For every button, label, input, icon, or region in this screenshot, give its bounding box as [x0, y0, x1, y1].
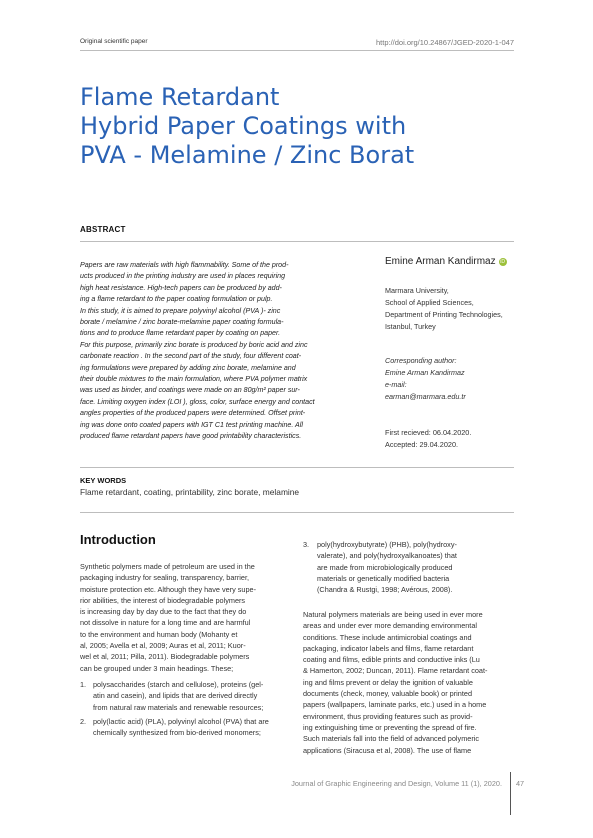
corresponding-author	[385, 355, 466, 403]
footer-divider	[510, 772, 511, 815]
affiliation-line: Marmara University,	[385, 286, 449, 295]
section-label: Original scientific paper	[80, 38, 148, 45]
list-line: chemically synthesized from bio-derived monomers;	[93, 728, 261, 738]
paragraph-line: is increasing day by day due to the fact that they do	[80, 607, 247, 617]
abstract-line: For this purpose, primarily zinc borate is produced by boric acid and zinc	[80, 340, 308, 349]
author-name	[385, 256, 507, 267]
title-line: PVA - Melamine / Zinc Borat	[80, 141, 415, 169]
list-item	[80, 716, 295, 739]
abstract-line: ing formulations were prepared by adding zinc borate, melamine and	[80, 363, 296, 372]
paper-title	[80, 83, 414, 170]
list-number: 1.	[80, 680, 87, 689]
list-item-text	[93, 716, 295, 739]
paragraph-line: Synthetic polymers made of petroleum are used in the	[80, 562, 255, 571]
corresponding-label: Corresponding author:	[385, 356, 457, 365]
keywords-text: Flame retardant, coating, printability, zinc borate, melamine	[80, 487, 300, 497]
email-label: e-mail:	[385, 380, 407, 389]
keywords-heading: KEY WORDS	[80, 476, 127, 485]
list-item-text	[93, 679, 295, 713]
list-line: valerate), and poly(hydroxyalkanoates) that	[317, 551, 457, 561]
abstract-line: tions and to produce flame retardant paper by coating on paper.	[80, 329, 281, 338]
paragraph-line: moisture protection etc. Although they have very supe-	[80, 584, 257, 594]
abstract-line: high heat resistance. High-tech papers can be produced by add-	[80, 283, 282, 292]
journal-footer: Journal of Graphic Engineering and Design, Volume 11 (1), 2020.	[291, 779, 502, 788]
affiliation-line: Istanbul, Turkey	[385, 322, 436, 331]
list-line: materials or genetically modified bacteria	[317, 573, 450, 583]
paragraph-line: coating and films, edible prints and conductive inks (Lu	[303, 655, 480, 665]
list-line: atin and casein), and lipids that are derived directly	[93, 691, 258, 701]
received-date: First recieved: 06.04.2020.	[385, 428, 472, 437]
keywords-divider	[80, 467, 514, 468]
orcid-icon[interactable]: iD	[500, 259, 505, 265]
abstract-line: produced flame retardant papers have good printability characteristics.	[80, 432, 302, 441]
title-line: Hybrid Paper Coatings with	[80, 112, 407, 140]
list-item-text	[317, 539, 513, 595]
abstract-line: their double mixtures to the main formulation, where PVA polymer matrix	[80, 375, 308, 384]
header-divider	[80, 50, 514, 51]
list-line: from natural raw materials and renewable resources;	[93, 702, 264, 712]
affiliation-line: Department of Printing Technologies,	[385, 310, 503, 319]
paragraph-line: environment, thus providing features such as provid-	[303, 711, 473, 721]
title-line: Flame Retardant	[80, 83, 280, 111]
abstract-line: carbonate reaction . In the second part of the study, four different coat-	[80, 352, 302, 361]
list-item	[303, 539, 513, 595]
doi-link[interactable]: http://doi.org/10.24867/JGED-2020-1-047	[375, 38, 514, 47]
list-line: (Chandra & Rustgi, 1998; Avérous, 2008).	[317, 585, 453, 595]
intro-divider	[80, 512, 514, 513]
paragraph-line: to the environment and human body (Mohanty et	[80, 629, 238, 639]
list-number: 3.	[303, 540, 310, 549]
abstract-heading: ABSTRACT	[80, 225, 126, 234]
intro-column-2	[303, 609, 515, 756]
accepted-date: Accepted: 29.04.2020.	[385, 440, 459, 449]
list-item	[80, 679, 295, 713]
page-number: 47	[516, 779, 525, 788]
paragraph-line: ing and films prevent or delay the ignition of valuable	[303, 677, 473, 687]
list-line: are made from microbiologically produced	[317, 562, 453, 572]
introduction-heading: Introduction	[80, 532, 156, 547]
abstract-line: ucts produced in the printing industry are used in places requiring	[80, 272, 286, 281]
paragraph-line: can be grouped under 3 main headings. These;	[80, 663, 234, 673]
paragraph-line: ing extinguishing time or preventing the spread of fire.	[303, 722, 477, 732]
paragraph-line: & Hamerton, 2002; Duncan, 2011). Flame retardant coat-	[303, 666, 488, 676]
corresponding-name: Emine Arman Kandirmaz	[385, 368, 465, 377]
abstract-line: borate / melamine / zinc borate-melamine paper coating formula-	[80, 318, 284, 327]
paragraph-line: Natural polymers materials are being used in ever more	[303, 610, 483, 619]
affiliation	[385, 285, 503, 333]
paragraph-line: wel et al, 2011; Pilla, 2011). Biodegradable polymers	[80, 652, 250, 662]
paragraph-line: rior abilities, the interest of biodegradable polymers	[80, 595, 246, 605]
abstract-line: was used as binder, and coatings were made on an 80g/m² paper sur-	[80, 386, 300, 395]
abstract-line: face. Limiting oxygen index (LOI ), gloss, color, surface energy and contact	[80, 397, 315, 406]
paragraph-line: conditions. These include antimicrobial coatings and	[303, 632, 472, 642]
paragraph-line: al, 2005; Avella et al, 2009; Auras et al, 2011; Kuor-	[80, 641, 246, 651]
list-line: polysaccharides (starch and cellulose), proteins (gel-	[93, 680, 264, 689]
affiliation-line: School of Applied Sciences,	[385, 298, 474, 307]
paragraph-line: Such materials fall into the field of advanced polymeric	[303, 734, 480, 744]
paragraph-line: papers (wallpapers, laminate parks, etc.) used in a home	[303, 700, 487, 710]
paragraph-line: areas and under ever more demanding environmental	[303, 621, 478, 631]
paragraph-line: packaging industry for sealing, transparency, barrier,	[80, 573, 249, 583]
submission-dates	[385, 427, 471, 451]
abstract-divider	[80, 241, 514, 242]
paragraph-line: applications (Siracusa et al, 2008). The use of flame	[303, 745, 472, 755]
paragraph-line: documents (check, money, valuable book) or printed	[303, 689, 472, 699]
paragraph-line: packaging, indicator labels and films, flame retardant	[303, 643, 474, 653]
author-name-text: Emine Arman Kandirmaz	[385, 256, 496, 267]
abstract-line: angles properties of the produced papers were determined. Offset print-	[80, 409, 306, 418]
abstract-line: In this study, it is aimed to prepare polyvinyl alcohol (PVA )- zinc	[80, 306, 281, 315]
list-line: poly(hydroxybutyrate) (PHB), poly(hydroxy-	[317, 540, 457, 549]
list-line: poly(lactic acid) (PLA), polyvinyl alcohol (PVA) that are	[93, 717, 269, 726]
abstract-body	[80, 260, 365, 443]
email-link[interactable]: earman@marmara.edu.tr	[385, 392, 466, 401]
abstract-line: Papers are raw materials with high flammability. Some of the prod-	[80, 261, 289, 269]
intro-column-1	[80, 561, 292, 674]
abstract-line: ing a flame retardant to the paper coating formulation or pulp.	[80, 295, 273, 304]
list-number: 2.	[80, 717, 87, 726]
paragraph-line: not dissolve in nature for a long time and are harmful	[80, 618, 251, 628]
abstract-line: ing was done onto coated papers with IGT C1 test printing machine. All	[80, 420, 303, 429]
